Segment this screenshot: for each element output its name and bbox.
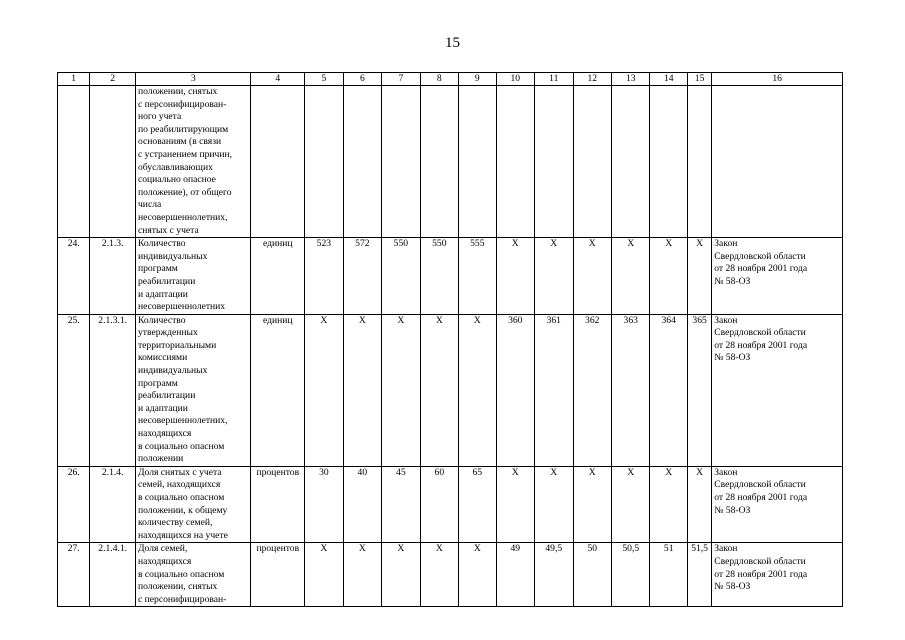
row-code-cell: 2.1.3.1. xyxy=(90,314,136,466)
unit-cell: процентов xyxy=(251,543,305,607)
indicators-table xyxy=(57,72,843,607)
value-cell: X xyxy=(305,314,343,466)
column-header: 7 xyxy=(382,73,420,86)
legal-basis-cell: Закон Свердловской области от 28 ноября 2001 года № 58-ОЗ xyxy=(712,466,843,543)
value-cell xyxy=(459,86,496,238)
value-cell: 49,5 xyxy=(535,543,573,607)
value-cell: 363 xyxy=(611,314,649,466)
value-cell xyxy=(611,86,649,238)
column-header: 13 xyxy=(611,73,649,86)
column-header: 5 xyxy=(305,73,343,86)
column-header: 11 xyxy=(535,73,573,86)
value-cell: 550 xyxy=(420,238,458,315)
row-number-cell: 27. xyxy=(58,543,90,607)
value-cell xyxy=(687,86,711,238)
row-code-cell xyxy=(90,86,136,238)
value-cell: 51,5 xyxy=(687,543,711,607)
value-cell: 50 xyxy=(573,543,611,607)
value-cell: 361 xyxy=(535,314,573,466)
value-cell: 45 xyxy=(382,466,420,543)
column-header: 12 xyxy=(573,73,611,86)
value-cell: X xyxy=(573,466,611,543)
row-code-cell: 2.1.4.1. xyxy=(90,543,136,607)
value-cell: X xyxy=(573,238,611,315)
value-cell xyxy=(343,86,381,238)
value-cell: X xyxy=(305,543,343,607)
value-cell xyxy=(382,86,420,238)
table-row xyxy=(58,466,843,543)
table-row xyxy=(58,543,843,607)
value-cell xyxy=(535,86,573,238)
unit-cell: единиц xyxy=(251,314,305,466)
value-cell: X xyxy=(420,543,458,607)
indicator-name-cell: Количество индивидуальных программ реабилитации и адаптации несовершеннолетних xyxy=(135,238,250,315)
value-cell: X xyxy=(650,466,687,543)
value-cell: X xyxy=(535,238,573,315)
value-cell: 60 xyxy=(420,466,458,543)
indicator-name-cell: Доля снятых с учета семей, находящихся в социально опасном положении, к общему количеству семей, находящихся на учете xyxy=(135,466,250,543)
value-cell xyxy=(305,86,343,238)
page-number: 15 xyxy=(445,35,460,51)
value-cell: X xyxy=(687,238,711,315)
value-cell: X xyxy=(382,314,420,466)
value-cell: 555 xyxy=(459,238,496,315)
value-cell: X xyxy=(535,466,573,543)
column-header: 10 xyxy=(496,73,534,86)
value-cell: 65 xyxy=(459,466,496,543)
value-cell: X xyxy=(687,466,711,543)
value-cell: X xyxy=(496,238,534,315)
value-cell: X xyxy=(611,238,649,315)
legal-basis-cell xyxy=(712,86,843,238)
value-cell: 30 xyxy=(305,466,343,543)
value-cell: X xyxy=(611,466,649,543)
row-number-cell: 24. xyxy=(58,238,90,315)
value-cell: X xyxy=(459,314,496,466)
value-cell: 49 xyxy=(496,543,534,607)
unit-cell xyxy=(251,86,305,238)
column-header: 2 xyxy=(90,73,136,86)
column-header: 8 xyxy=(420,73,458,86)
value-cell: 364 xyxy=(650,314,687,466)
value-cell: X xyxy=(343,314,381,466)
column-header: 4 xyxy=(251,73,305,86)
value-cell: 572 xyxy=(343,238,381,315)
legal-basis-cell: Закон Свердловской области от 28 ноября 2001 года № 58-ОЗ xyxy=(712,238,843,315)
header-row xyxy=(58,73,843,86)
row-number-cell xyxy=(58,86,90,238)
column-header: 6 xyxy=(343,73,381,86)
value-cell: 50,5 xyxy=(611,543,649,607)
value-cell: 550 xyxy=(382,238,420,315)
value-cell: 40 xyxy=(343,466,381,543)
indicator-name-cell: положении, снятых с персонифицирован- ного учета по реабилитирующим основаниям (в связи с устранением причин, обуславливающих социально опасное положение), от общего числа несовершеннолетних, снятых с учета xyxy=(135,86,250,238)
indicator-name-cell: Количество утвержденных территориальными комиссиями индивидуальных программ реабилитации и адаптации несовершеннолетних, находящихся в социально опасном положении xyxy=(135,314,250,466)
table-row xyxy=(58,314,843,466)
legal-basis-cell: Закон Свердловской области от 28 ноября 2001 года № 58-ОЗ xyxy=(712,314,843,466)
value-cell: X xyxy=(420,314,458,466)
value-cell xyxy=(496,86,534,238)
value-cell: 365 xyxy=(687,314,711,466)
indicator-name-cell: Доля семей, находящихся в социально опасном положении, снятых с персонифицирован- xyxy=(135,543,250,607)
column-header: 15 xyxy=(687,73,711,86)
row-code-cell: 2.1.3. xyxy=(90,238,136,315)
column-header: 14 xyxy=(650,73,687,86)
value-cell xyxy=(420,86,458,238)
value-cell: X xyxy=(459,543,496,607)
row-code-cell: 2.1.4. xyxy=(90,466,136,543)
value-cell xyxy=(650,86,687,238)
value-cell: X xyxy=(650,238,687,315)
row-number-cell: 26. xyxy=(58,466,90,543)
column-header: 1 xyxy=(58,73,90,86)
table-row xyxy=(58,238,843,315)
row-number-cell: 25. xyxy=(58,314,90,466)
value-cell: 360 xyxy=(496,314,534,466)
unit-cell: процентов xyxy=(251,466,305,543)
value-cell: 362 xyxy=(573,314,611,466)
column-header: 3 xyxy=(135,73,250,86)
unit-cell: единиц xyxy=(251,238,305,315)
value-cell: 51 xyxy=(650,543,687,607)
column-header: 9 xyxy=(459,73,496,86)
value-cell: X xyxy=(343,543,381,607)
value-cell xyxy=(573,86,611,238)
table-body xyxy=(58,73,843,607)
legal-basis-cell: Закон Свердловской области от 28 ноября 2001 года № 58-ОЗ xyxy=(712,543,843,607)
table-row xyxy=(58,86,843,238)
column-header: 16 xyxy=(712,73,843,86)
value-cell: 523 xyxy=(305,238,343,315)
value-cell: X xyxy=(496,466,534,543)
value-cell: X xyxy=(382,543,420,607)
